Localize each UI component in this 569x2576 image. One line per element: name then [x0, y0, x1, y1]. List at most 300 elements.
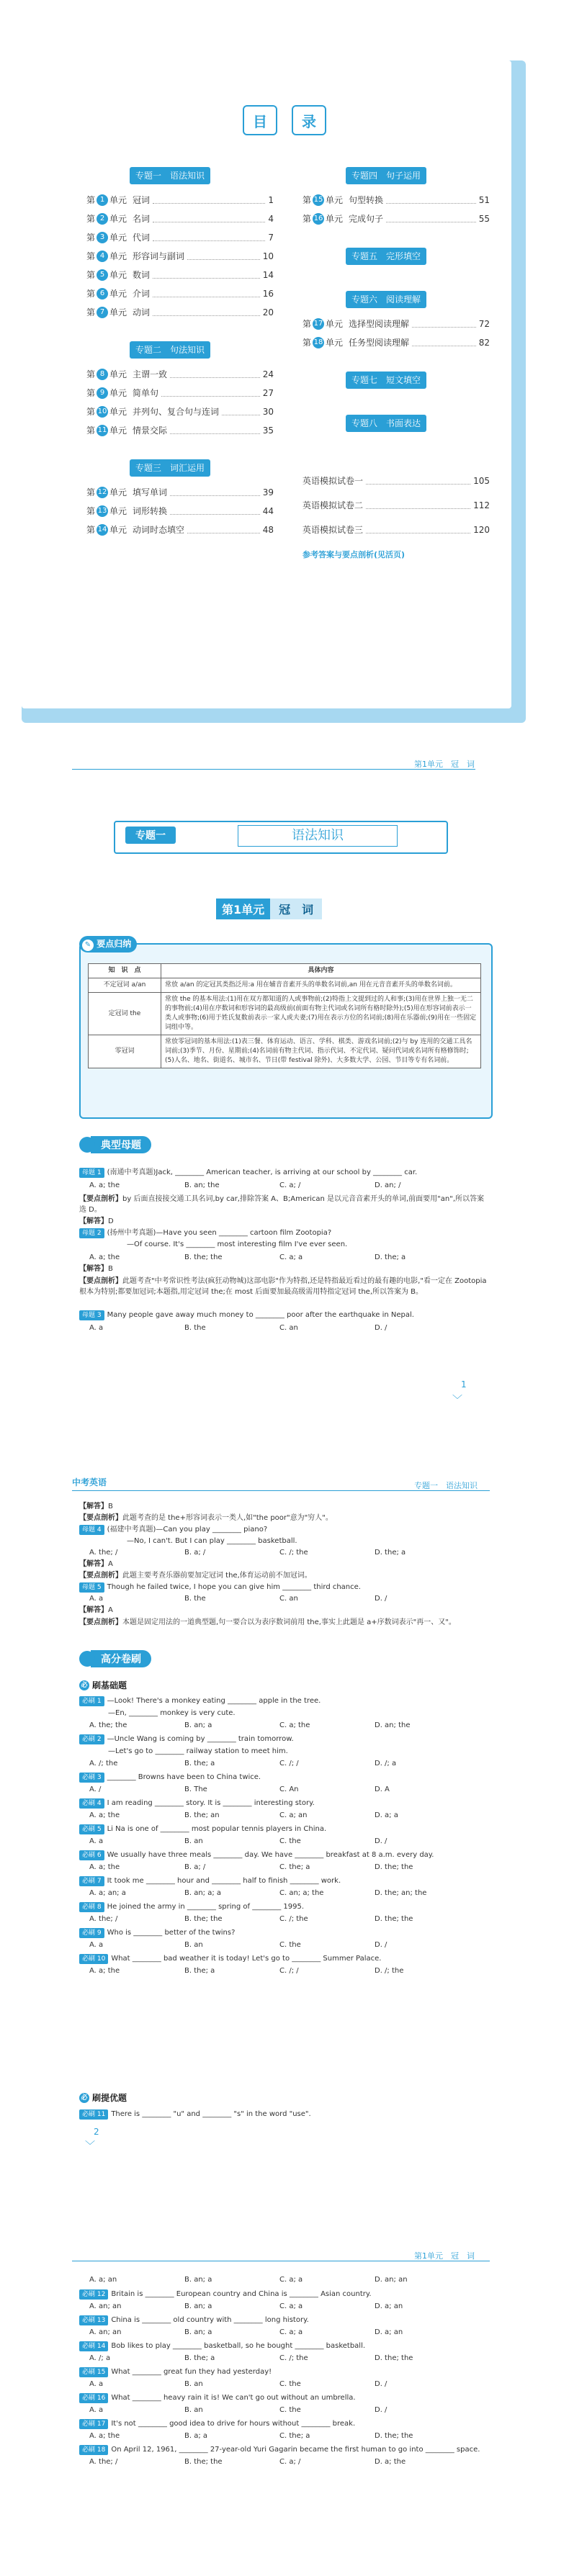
- option: A. /: [89, 1785, 102, 1793]
- toc-leader: [222, 409, 260, 415]
- table-cell: 常放零冠词的基本用法:(1)表三餐、体育运动、语言、学科、棋类、游戏名词前;(2)与 by 连用的交通工具名词前;(3)季节、月份、星期前;(4)名词前有物主代词、指示代词、不定代词、疑问代词或名词所有格修饰时;(5)人名、地名、街道名、城市名、节日(带 festival 除外)、大多数大学、公园、节目等专有名词前。: [161, 1035, 481, 1068]
- toc-item-name: 代词: [133, 233, 151, 243]
- option: A. an; an: [89, 2328, 122, 2336]
- toc-item-page: 16: [262, 289, 274, 299]
- question-label: 必刷 18: [79, 2445, 108, 2455]
- toc-leader: [153, 291, 260, 297]
- option: B. the; a: [184, 1967, 215, 1975]
- analysis: 【要点剖析】本题是固定用法的一道典型题,句一要合以为表序数词前用 the,事实上此题是 a+序数词表示"再一、又"。: [79, 1618, 456, 1626]
- chapter-tag: 专题一: [125, 827, 176, 844]
- key-points-title: ✎ 要点归纳: [79, 936, 137, 953]
- toc-leader: [187, 527, 260, 533]
- question: [79, 2315, 309, 2325]
- question-label: 必刷 8: [79, 1902, 104, 1912]
- option: C. a; /: [279, 1181, 301, 1189]
- option: B. a; /: [184, 1549, 206, 1557]
- question: [79, 1696, 321, 1706]
- question: [79, 1850, 434, 1860]
- option: A. the; /: [89, 2458, 118, 2466]
- option: A. an; an: [89, 2302, 122, 2310]
- option: D. /: [375, 1595, 387, 1603]
- question-text: China is ________ old country with ________ long history.: [111, 2316, 309, 2324]
- toc-item-prefix: 第: [86, 388, 96, 398]
- page-number: 1: [461, 1379, 467, 1390]
- toc-item-prefix: 第: [86, 251, 96, 261]
- option: B. an; the: [184, 1181, 220, 1189]
- option: B. the: [184, 1324, 206, 1332]
- toc-item-prefix: 第: [86, 506, 96, 516]
- option: C. an: [279, 1324, 298, 1332]
- analysis: 【要点剖析】此题考查"中考常识性考法(疯狂动物城)这部电影"作为特指,还是特指最近看过的最有趣的电影,"看一定在 Zootopia 根本为特别;都要加冠词;本题指,用定冠词 the;在 most 后面要加最高级需用特指定冠词 the,所以答案为 B。: [79, 1277, 487, 1296]
- toc-page: [22, 60, 511, 708]
- option: C. the: [279, 2380, 301, 2388]
- option: C. a; the: [279, 1721, 310, 1729]
- toc-item: [86, 425, 274, 436]
- toc-item-number: 18: [313, 337, 324, 348]
- option: C. the: [279, 2406, 301, 2414]
- toc-leader: [386, 197, 476, 204]
- toc-test-page: 112: [473, 500, 490, 510]
- option: B. a; /: [184, 1863, 206, 1871]
- option: B. an: [184, 1941, 203, 1949]
- page-header-section: 专题一 语法知识: [414, 1481, 478, 1490]
- option: C. an; a; the: [279, 1889, 324, 1897]
- question-line: —Of course. It's ________ most interesting film I've ever seen.: [127, 1240, 348, 1248]
- toc-item-number: 1: [97, 194, 108, 206]
- toc-item-name: 冠词: [133, 195, 151, 205]
- logo: 中考英语: [72, 1477, 107, 1487]
- toc-item-page: 51: [478, 195, 490, 205]
- toc-leader: [187, 253, 260, 260]
- toc-item-page: 30: [262, 407, 274, 417]
- question: 母题 4 (福建中考真题)—Can you play ________ piano?: [79, 1525, 267, 1535]
- toc-item: [86, 213, 274, 225]
- question: [79, 2393, 356, 2403]
- toc-item-suffix: 单元: [109, 214, 127, 224]
- answer: 【解答】D: [79, 1217, 114, 1225]
- analysis: 【要点剖析】此题主要考查乐器前要加定冠词 the,体育运动前不加冠词。: [79, 1572, 312, 1580]
- toc-item-page: 7: [268, 233, 274, 243]
- question-text: It took me ________ hour and ________ half to finish ________ work.: [107, 1877, 341, 1885]
- option: C. the: [279, 1941, 301, 1949]
- option: D. A: [375, 1785, 390, 1793]
- toc-item-prefix: 第: [86, 270, 96, 280]
- toc-item: [86, 387, 274, 399]
- toc-item: [86, 269, 274, 281]
- table-cell: 常放 a/an 的定冠其类指泛用:a 用在辅音音素开头的单数名词前,an 用在元音音素开头的单数名词前。: [161, 978, 481, 993]
- option: D. /: [375, 1941, 387, 1949]
- question: 母题 5 Though he failed twice, I hope you can give him ________ third chance.: [79, 1582, 361, 1593]
- question-text: Britain is ________ European country and China is ________ Asian country.: [111, 2290, 372, 2298]
- toc-leader: [153, 235, 265, 241]
- question-label: 必刷 3: [79, 1773, 104, 1783]
- toc-leader: [366, 478, 470, 485]
- table-cell: 不定冠词 a/an: [89, 978, 161, 993]
- question-text: What ________ great fun they had yesterday!: [111, 2368, 272, 2376]
- option: D. /; a: [375, 1760, 397, 1767]
- option: B. the: [184, 1595, 206, 1603]
- option: A. a: [89, 1837, 104, 1845]
- toc-item-suffix: 单元: [109, 407, 127, 417]
- option: B. an; a: [184, 1721, 212, 1729]
- chapter-title: 语法知识: [238, 825, 398, 847]
- option: A. a; the: [89, 1967, 120, 1975]
- question: [79, 1773, 261, 1783]
- toc-section-tag: 专题七 短文填空: [346, 371, 426, 389]
- option: A. a: [89, 1324, 104, 1332]
- option: C. /; /: [279, 1967, 299, 1975]
- toc-leader: [412, 321, 476, 328]
- question-label: 必刷 17: [79, 2419, 108, 2429]
- option: B. the; the: [184, 1253, 223, 1261]
- toc-item-suffix: 单元: [326, 338, 344, 348]
- option: A. a: [89, 2380, 104, 2388]
- unit-heading: [216, 898, 322, 919]
- option: C. An: [279, 1785, 299, 1793]
- toc-item-prefix: 第: [86, 487, 96, 497]
- toc-item-name: 填写单词: [133, 487, 168, 497]
- option: B. an; a; a: [184, 1889, 222, 1897]
- toc-item-name: 情景交际: [133, 425, 168, 436]
- option: C. a; /: [279, 2458, 301, 2466]
- toc-item-prefix: 第: [86, 233, 96, 243]
- toc-leader: [170, 428, 260, 434]
- toc-item-suffix: 单元: [109, 195, 127, 205]
- toc-section-tag: 专题六 阅读理解: [346, 291, 426, 308]
- toc-item-name: 介词: [133, 289, 151, 299]
- toc-leader: [366, 503, 470, 509]
- option: A. /; the: [89, 1760, 118, 1767]
- toc-item-page: 55: [478, 214, 490, 224]
- option: B. an; a: [184, 2276, 212, 2284]
- toc-item-prefix: 第: [86, 195, 96, 205]
- toc-item: [86, 406, 274, 418]
- toc-item: [303, 318, 490, 330]
- question: [79, 2341, 365, 2351]
- option: B. The: [184, 1785, 207, 1793]
- question-text: He joined the army in ________ spring of ________ 1995.: [107, 1903, 305, 1911]
- toc-item-name: 词形转换: [133, 506, 168, 516]
- option: D. the; a: [375, 1549, 406, 1557]
- question-label: 必刷 15: [79, 2367, 108, 2377]
- basic-problems-title: 必 刷基础题: [79, 1679, 127, 1691]
- question: [79, 1798, 315, 1809]
- question: [79, 2419, 355, 2429]
- toc-item-page: 35: [262, 425, 274, 436]
- question: [79, 1902, 304, 1912]
- toc-item: [86, 232, 274, 243]
- question: [79, 2367, 272, 2377]
- option: B. an: [184, 2406, 203, 2414]
- toc-item: [303, 337, 490, 348]
- question: [79, 1824, 326, 1834]
- page-header-unit: 第1单元 冠 词: [414, 2251, 475, 2261]
- question-text: I am reading ________ story. It is ________ interesting story.: [107, 1799, 315, 1807]
- option: B. an: [184, 1837, 203, 1845]
- question: 母题 1 (南通中考真题)Jack, ________ American teacher, is arriving at our school by ________ car.: [79, 1168, 417, 1178]
- option: D. a; the: [375, 2458, 406, 2466]
- option: D. the; the: [375, 1863, 413, 1871]
- answer: 【解答】A: [79, 1606, 113, 1614]
- toc-leader: [153, 310, 260, 316]
- toc-item-page: 24: [262, 369, 274, 379]
- option: C. /; the: [279, 1549, 308, 1557]
- toc-leader: [170, 371, 260, 378]
- question-label: 必刷 13: [79, 2315, 108, 2325]
- option: C. /; /: [279, 1760, 299, 1767]
- chapter-banner: [114, 821, 448, 854]
- option: A. a: [89, 2406, 104, 2414]
- question-label: 必刷 6: [79, 1850, 104, 1860]
- toc-item-number: 11: [97, 425, 108, 436]
- question-label: 必刷 7: [79, 1876, 104, 1886]
- toc-item: [86, 487, 274, 498]
- toc-item-name: 名词: [133, 214, 151, 224]
- option: C. a; a: [279, 2276, 303, 2284]
- question: [79, 1928, 235, 1938]
- toc-item-page: 39: [262, 487, 274, 497]
- option: D. /; the: [375, 1967, 404, 1975]
- option: A. a; an; a: [89, 1889, 126, 1897]
- option: B. an: [184, 2380, 203, 2388]
- option: B. a; a: [184, 2432, 208, 2440]
- toc-item-prefix: 第: [86, 425, 96, 436]
- toc-item-page: 48: [262, 525, 274, 535]
- option: B. the; the: [184, 1915, 223, 1923]
- toc-section-tag: 专题四 句子运用: [346, 167, 426, 184]
- key-icon: ✎: [82, 940, 94, 951]
- question: [79, 1876, 341, 1886]
- toc-item: [86, 194, 274, 206]
- question-label: 必刷 5: [79, 1824, 104, 1834]
- toc-test-item: [303, 475, 490, 487]
- option: A. a; the: [89, 1863, 120, 1871]
- option: A. a: [89, 1941, 104, 1949]
- toc-item-suffix: 单元: [109, 270, 127, 280]
- practice-icon: [79, 1651, 95, 1667]
- option: C. a; a: [279, 2328, 303, 2336]
- option: C. an: [279, 1595, 298, 1603]
- option: C. a; a: [279, 2302, 303, 2310]
- toc-test-page: 105: [473, 476, 490, 486]
- toc-leader: [412, 340, 476, 346]
- answer-note: 参考答案与要点剖析(见活页): [303, 550, 406, 559]
- toc-item-prefix: 第: [86, 407, 96, 417]
- option: C. /; the: [279, 2354, 308, 2362]
- question: [79, 1734, 294, 1744]
- option: C. a; a: [279, 1253, 303, 1261]
- toc-section-tag: 专题一 语法知识: [130, 167, 210, 184]
- practice-title: 高分卷刷: [79, 1650, 151, 1667]
- option: C. the: [279, 1837, 301, 1845]
- toc-item-name: 主谓一致: [133, 369, 168, 379]
- question: 必刷 11 There is ________ "u" and ________ "s" in the word "use".: [79, 2109, 311, 2120]
- question-label: 必刷 9: [79, 1928, 104, 1938]
- option: B. the; a: [184, 2354, 215, 2362]
- toc-item: [86, 288, 274, 300]
- toc-leader: [366, 527, 470, 533]
- toc-item-number: 8: [97, 369, 108, 380]
- toc-title-char-2: 录: [292, 105, 326, 135]
- chevron-down-icon: ﹀: [452, 1395, 462, 1406]
- toc-leader: [153, 197, 265, 204]
- answer: 【解答】A: [79, 1560, 113, 1568]
- page-number: 2: [94, 2127, 99, 2137]
- toc-item: [86, 369, 274, 380]
- question-label: 必刷 16: [79, 2393, 108, 2403]
- toc-item: [86, 307, 274, 318]
- toc-item-name: 形容词与副词: [133, 251, 185, 261]
- toc-item-prefix: 第: [303, 338, 312, 348]
- option: C. a; an: [279, 1811, 308, 1819]
- option: B. the; the: [184, 2458, 223, 2466]
- toc-item-number: 10: [97, 406, 108, 418]
- unit-title: 冠 词: [270, 899, 322, 919]
- question-text: What ________ bad weather it is today! Let's go to ________ Summer Palace.: [111, 1955, 382, 1963]
- question-text: We usually have three meals ________ day. We have ________ breakfast at 8 a.m. every day.: [107, 1851, 434, 1859]
- option: D. a; an: [375, 2302, 403, 2310]
- page-header-unit: 第1单元 冠 词: [414, 760, 475, 769]
- toc-item-prefix: 第: [303, 319, 312, 329]
- option: D. a; a: [375, 1811, 398, 1819]
- question-text: On April 12, 1961, ________ 27-year-old Yuri Gagarin became the first human to go into ________ space.: [111, 2446, 480, 2454]
- option: B. an; a: [184, 2328, 212, 2336]
- option: B. the; a: [184, 1760, 215, 1767]
- toc-item-page: 27: [262, 388, 274, 398]
- question-text: Who is ________ better of the twins?: [107, 1929, 236, 1937]
- toc-leader: [170, 490, 260, 496]
- option: A. the; /: [89, 1915, 118, 1923]
- key-points-table: [88, 963, 481, 1068]
- toc-item-number: 12: [97, 487, 108, 498]
- toc-item-name: 简单句: [133, 388, 159, 398]
- toc-item-number: 15: [313, 194, 324, 206]
- question-label: 必刷 14: [79, 2341, 108, 2351]
- toc-item-number: 13: [97, 505, 108, 517]
- option: C. the; a: [279, 1863, 310, 1871]
- option: A. /; a: [89, 2354, 111, 2362]
- toc-item-prefix: 第: [86, 369, 96, 379]
- option: D. the; a: [375, 1253, 406, 1261]
- question-label: 必刷 1: [79, 1696, 104, 1706]
- toc-item-name: 完成句子: [349, 214, 384, 224]
- question-text: —Look! There's a monkey eating ________ apple in the tree.: [107, 1697, 321, 1705]
- toc-section-tag: 专题五 完形填空: [346, 248, 426, 265]
- toc-item-suffix: 单元: [326, 319, 344, 329]
- toc-section-tag: 专题三 词汇运用: [130, 459, 210, 477]
- toc-item-number: 6: [97, 288, 108, 300]
- toc-item-suffix: 单元: [109, 525, 127, 535]
- question-text: It's not ________ good idea to drive for hours without ________ break.: [111, 2420, 356, 2428]
- toc-item-page: 1: [268, 195, 274, 205]
- option: A. a; the: [89, 1811, 120, 1819]
- option: D. an; an: [375, 2276, 408, 2284]
- table-cell: 零冠词: [89, 1035, 161, 1068]
- question: [79, 2445, 480, 2455]
- toc-item-suffix: 单元: [109, 289, 127, 299]
- option: C. /; the: [279, 1915, 308, 1923]
- option: D. the; the: [375, 2354, 413, 2362]
- toc-item-name: 任务型阅读理解: [349, 338, 410, 348]
- option: D. the; an; the: [375, 1889, 427, 1897]
- analysis: 【要点剖析】此题考查的是 the+形容词表示一类人,如"the poor"意为"穷人"。: [79, 1514, 333, 1522]
- toc-item-suffix: 单元: [326, 214, 344, 224]
- magnifier-icon: [79, 1137, 95, 1153]
- question-label: 必刷 2: [79, 1734, 104, 1744]
- toc-item-suffix: 单元: [109, 233, 127, 243]
- option: B. an; a: [184, 2302, 212, 2310]
- option: D. /: [375, 2406, 387, 2414]
- toc-item-page: 72: [478, 319, 490, 329]
- table-row: [89, 978, 481, 993]
- toc-leader: [386, 216, 476, 222]
- advanced-problems-title: 必 刷提优题: [79, 2091, 127, 2104]
- toc-test-name: 英语模拟试卷一: [303, 476, 364, 486]
- toc-item: [86, 505, 274, 517]
- toc-section-tag: 专题二 句法知识: [130, 341, 210, 359]
- option: D. an; the: [375, 1721, 411, 1729]
- toc-item-suffix: 单元: [109, 388, 127, 398]
- answer: 【解答】B: [79, 1503, 113, 1510]
- toc-item-number: 14: [97, 524, 108, 536]
- table-row: [89, 993, 481, 1035]
- option: A. the; the: [89, 1721, 127, 1729]
- question-text: What ________ heavy rain it is! We can't go out without an umbrella.: [111, 2394, 356, 2402]
- option: D. /: [375, 1837, 387, 1845]
- option: D. the; the: [375, 1915, 413, 1923]
- question: [79, 2289, 372, 2300]
- toc-item-prefix: 第: [86, 307, 96, 318]
- toc-item-suffix: 单元: [109, 506, 127, 516]
- toc-test-name: 英语模拟试卷二: [303, 500, 364, 510]
- toc-item: [303, 213, 490, 225]
- question-line: —En, ________ monkey is very cute.: [108, 1709, 236, 1717]
- question-line: —No, I can't. But I can play ________ basketball.: [127, 1537, 297, 1545]
- toc-item-number: 9: [97, 387, 108, 399]
- toc-item-suffix: 单元: [109, 307, 127, 318]
- option: A. a; the: [89, 1181, 120, 1189]
- toc-item-suffix: 单元: [109, 425, 127, 436]
- toc-item-name: 选择型阅读理解: [349, 319, 410, 329]
- question: 母题 3 Many people gave away much money to ________ poor after the earthquake in Nepal.: [79, 1310, 414, 1320]
- toc-item-number: 7: [97, 307, 108, 318]
- toc-item-name: 并列句、复合句与连词: [133, 407, 220, 417]
- toc-item: [303, 194, 490, 206]
- toc-item-page: 10: [262, 251, 274, 261]
- table-header: 具体内容: [161, 964, 481, 978]
- toc-item-page: 14: [262, 270, 274, 280]
- toc-item-prefix: 第: [303, 214, 312, 224]
- toc-item-name: 动词时态填空: [133, 525, 185, 535]
- toc-item-name: 动词: [133, 307, 151, 318]
- option: C. the; a: [279, 2432, 310, 2440]
- toc-item-prefix: 第: [86, 525, 96, 535]
- toc-item-page: 4: [268, 214, 274, 224]
- toc-item-prefix: 第: [303, 195, 312, 205]
- option: A. the; /: [89, 1549, 118, 1557]
- toc-title-char-1: 目: [243, 105, 277, 135]
- toc-item-number: 16: [313, 213, 324, 225]
- toc-section-tag: 专题八 书面表达: [346, 415, 426, 432]
- toc-item-number: 5: [97, 269, 108, 281]
- toc-leader: [153, 272, 260, 279]
- question-text: Bob likes to play ________ basketball, so he bought ________ basketball.: [111, 2342, 366, 2350]
- toc-test-name: 英语模拟试卷三: [303, 525, 364, 535]
- toc-test-item: [303, 500, 490, 511]
- toc-test-page: 120: [473, 525, 490, 535]
- option: D. a; an: [375, 2328, 403, 2336]
- option: D. the; the: [375, 2432, 413, 2440]
